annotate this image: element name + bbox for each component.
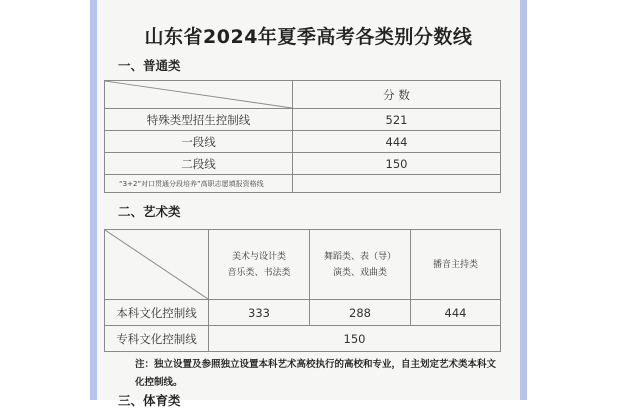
row-value: 288 [310, 300, 411, 326]
score-header: 分 数 [293, 81, 501, 109]
column-header-line: 美术与设计类 [231, 251, 286, 262]
table-row [105, 326, 501, 352]
column-header-line: 舞蹈类、表（导） [323, 251, 396, 262]
footnote-score-empty [293, 175, 501, 193]
footnote-label: “3+2”对口贯通分段培养”高职志愿填报资格线 [105, 175, 293, 193]
row-label: 本科文化控制线 [105, 300, 209, 326]
section-heading-art: 二、艺术类 [118, 204, 181, 219]
diagonal-header-cell [105, 230, 209, 300]
table-row [105, 131, 501, 153]
table-row [105, 175, 501, 193]
row-score: 521 [293, 109, 501, 131]
table-header-row [105, 230, 501, 300]
art-score-table [104, 229, 501, 352]
row-label: 二段线 [105, 153, 293, 175]
row-label: 专科文化控制线 [105, 326, 209, 352]
column-header-broadcasting [411, 230, 501, 300]
section-heading-general: 一、普通类 [118, 58, 181, 73]
row-score: 150 [293, 153, 501, 175]
column-header-line: 播音主持类 [432, 259, 478, 270]
diagonal-line [105, 230, 208, 299]
column-header-art-design [209, 230, 310, 300]
row-value-merged: 150 [209, 326, 501, 352]
row-value: 444 [411, 300, 501, 326]
table-row [105, 153, 501, 175]
row-label: 一段线 [105, 131, 293, 153]
diagonal-line [105, 81, 292, 108]
table-row [105, 109, 501, 131]
general-score-table [104, 80, 501, 193]
column-header-dance [310, 230, 411, 300]
note-text: 注：独立设置及参照独立设置本科艺术高校执行的高校和专业，自主划定艺术类本科文化控制线。 [135, 359, 497, 388]
table-header-row [105, 81, 501, 109]
section-heading-sports: 三、体育类 [118, 393, 181, 408]
row-score: 444 [293, 131, 501, 153]
row-label: 特殊类型招生控制线 [105, 109, 293, 131]
row-value: 333 [209, 300, 310, 326]
column-header-line: 演类、戏曲类 [332, 267, 387, 278]
diagonal-header-cell [105, 81, 293, 109]
page-title: 山东省2024年夏季高考各类别分数线 [144, 26, 473, 48]
column-header-line: 音乐类、书法类 [227, 267, 291, 278]
table-row [105, 300, 501, 326]
